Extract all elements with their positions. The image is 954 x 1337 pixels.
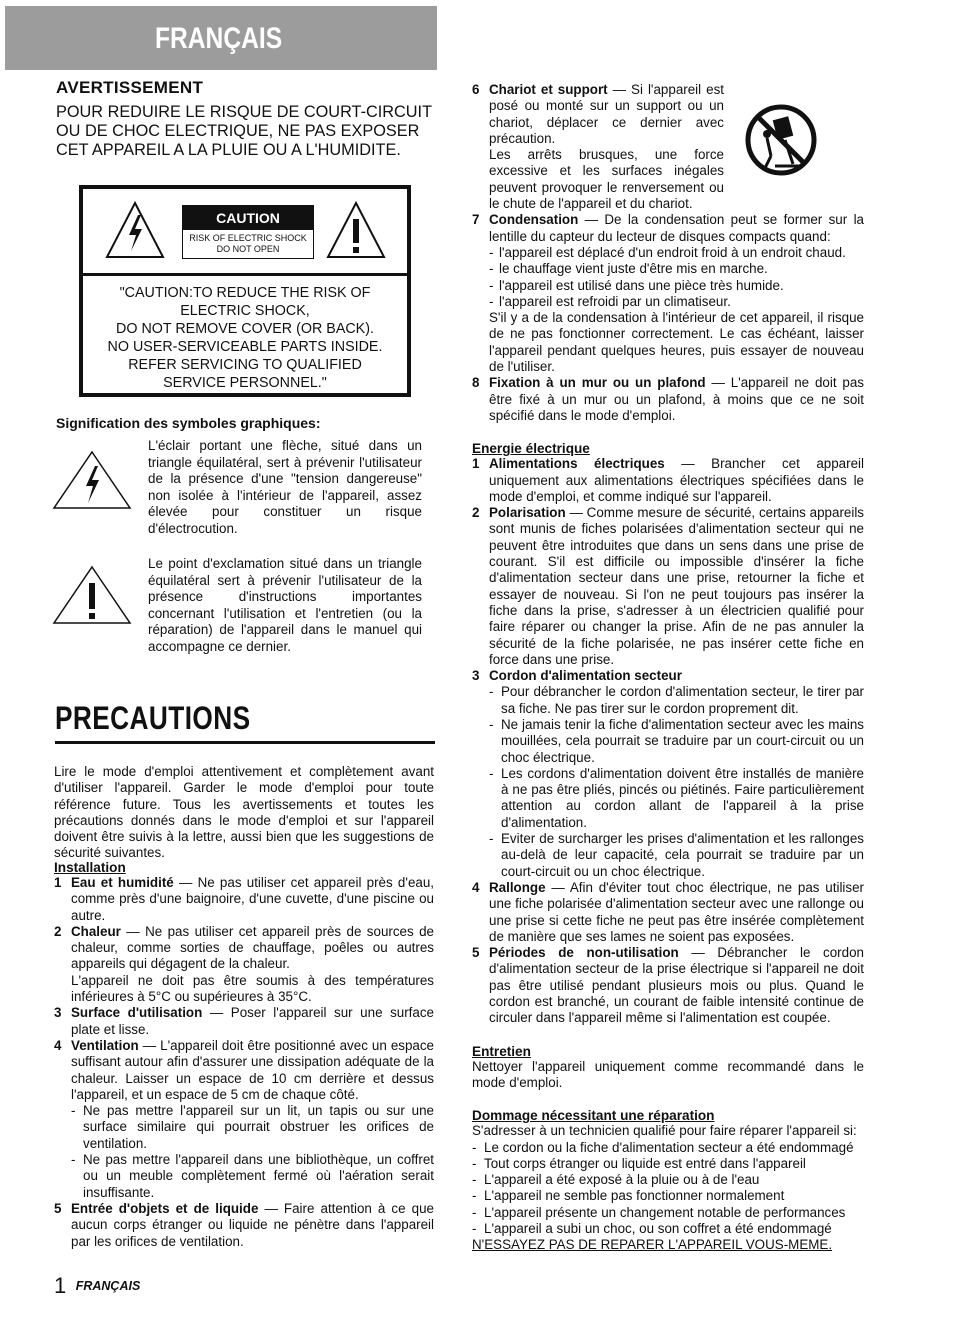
banner-title: FRANÇAIS	[155, 22, 283, 55]
item-title: Chariot et support	[489, 82, 608, 97]
dommage-heading: Dommage nécessitant une réparation	[472, 1108, 715, 1124]
item-number: 1	[472, 456, 480, 472]
sub-text: Le cordon ou la fiche d'alimentation secteur a été endommagé	[484, 1139, 854, 1155]
installation-item	[54, 1201, 434, 1250]
dommage-final: N'ESSAYEZ PAS DE REPARER L'APPAREIL VOUS-MEME.	[472, 1237, 833, 1253]
item-title: Alimentations électriques	[489, 456, 665, 472]
caution-text-line: SERVICE PERSONNEL."	[163, 375, 327, 391]
caution-label-line1: RISK OF ELECTRIC SHOCK	[189, 233, 307, 243]
item-title: Polarisation	[489, 505, 566, 521]
caution-label-title: CAUTION	[183, 206, 313, 230]
item-text: — Poser l'appareil sur une surface plate et lisse.	[71, 1005, 434, 1037]
avertissement-title: AVERTISSEMENT	[56, 78, 204, 97]
installation-item	[472, 82, 724, 212]
item-text: — L'appareil ne doit pas être fixé à un mur ou un plafond, à moins que ce ne soit spécifié dans le mode d'emploi.	[489, 375, 865, 423]
language-banner	[5, 6, 437, 70]
footer-label: FRANÇAIS	[75, 1279, 141, 1293]
item-text: — Comme mesure de sécurité, certains appareils sont munis de fiches polarisées d'alimentation secteur qui ne peuvent être introduites que dans un sens dans une prise de courant. S'il est difficile ou impossible d'insérer la fiche d'alimentation secteur dans une prise, retourner la fiche et essayer de nouveau. Si l'on ne peut toujours pas insérer la fiche dans la prise, s'adresser à un électricien qualifié pour faire réparer ou changer la prise. Afin de ne pas annuler la sécurité de la fiche polarisée, ne pas insérer cette fiche en force dans une prise.	[489, 505, 864, 667]
sub-text: L'appareil a subi un choc, ou son coffret a été endommagé	[484, 1221, 832, 1236]
caution-label	[182, 205, 314, 259]
installation-item	[54, 924, 434, 1005]
item-number: 7	[472, 212, 480, 228]
item-number: 6	[472, 82, 480, 97]
energie-item	[472, 456, 864, 505]
caution-label-line2: DO NOT OPEN	[216, 244, 280, 254]
energie-item	[472, 945, 864, 1026]
item-sub: - Pour débrancher le cordon d'alimentation secteur, le tirer par sa fiche. Ne pas tirer sur le cordon proprement dit.	[489, 684, 864, 716]
sub-text: Eviter de surcharger les prises d'alimentation et les rallonges au-delà de leur capacité, cela pourrait se traduire par un court-circuit ou un choc électrique.	[501, 831, 864, 879]
dommage-intro: S'adresser à un technicien qualifié pour faire réparer l'appareil si:	[472, 1123, 857, 1139]
item-number: 8	[472, 375, 480, 391]
precautions-intro: Lire le mode d'emploi attentivement et complètement avant d'utiliser l'appareil. Garder le mode d'emploi pour toute référence future. Tous les avertissements et toutes les précautions donnés dans le mode d'emploi et sur l'appareil doivent être suivis à la lettre, aussi bien que les suggestions de sécurité suivantes.	[54, 764, 434, 861]
right-column	[472, 82, 864, 1254]
item-title: Entrée d'objets et de liquide	[71, 1200, 259, 1216]
item-text: — Si l'appareil est posé ou monté sur un support ou un chariot, déplacer ce dernier avec précaution.	[489, 82, 724, 146]
item-after: S'il y a de la condensation à l'intérieur de cet appareil, il risque de ne pas fonctionner correctement. Le cas échéant, laisser l'appareil pendant quelques heures, puis essayer de nouveau de l'utiliser.	[489, 310, 864, 375]
item-title: Ventilation	[71, 1037, 139, 1053]
caution-text	[83, 284, 407, 392]
item-title: Surface d'utilisation	[71, 1005, 203, 1021]
item-number: 3	[472, 668, 480, 684]
exclamation-triangle-icon	[52, 565, 132, 625]
item-number: 5	[472, 945, 480, 961]
item-text: — Ne pas utiliser cet appareil près de sources de chaleur, comme sorties de chauffage, poêles ou autres appareils qui dégagent de la chaleur.	[71, 923, 434, 972]
dommage-item: - L'appareil présente un changement notable de performances	[472, 1204, 846, 1220]
item-title: Chaleur	[71, 923, 121, 939]
energie-heading: Energie électrique	[472, 441, 590, 457]
dommage-item: - L'appareil ne semble pas fonctionner normalement	[472, 1188, 785, 1204]
installation-section	[54, 860, 434, 1250]
item-title: Cordon d'alimentation secteur	[489, 668, 682, 684]
caution-text-line: REFER SERVICING TO QUALIFIED	[128, 357, 362, 373]
item-text: — De la condensation peut se former sur la lentille du capteur du lecteur de disques compacts quand:	[489, 212, 864, 244]
item-title: Eau et humidité	[71, 875, 174, 890]
item-text: — Brancher cet appareil uniquement aux alimentations électriques spécifiées dans le mode d'emploi, et comme indiqué sur l'appareil.	[489, 456, 864, 504]
energie-item	[472, 505, 864, 668]
item-title: Condensation	[489, 212, 579, 228]
item-extra: Les arrêts brusques, une force excessive et les surfaces inégales peuvent provoquer le renversement ou le chute de l'appareil et du chariot.	[489, 147, 724, 212]
installation-heading: Installation	[54, 860, 126, 875]
installation-item	[54, 1038, 434, 1201]
sub-text: l'appareil est déplacé d'un endroit froid à un endroit chaud.	[499, 244, 846, 260]
caution-text-line: ELECTRIC SHOCK,	[180, 303, 310, 319]
item-number: 2	[54, 923, 62, 939]
caution-text-line: DO NOT REMOVE COVER (OR BACK).	[116, 321, 374, 337]
sub-text: L'appareil présente un changement notable de performances	[484, 1204, 846, 1220]
dommage-item: - L'appareil a subi un choc, ou son coffret a été endommagé	[472, 1221, 832, 1236]
sub-text: Ne pas mettre l'appareil dans une bibliothèque, un coffret ou un meuble complètement fermé où l'aération serait insuffisante.	[83, 1152, 434, 1200]
exclamation-triangle-icon	[326, 201, 386, 259]
installation-item	[472, 212, 864, 375]
precautions-title: PRECAUTIONS	[55, 700, 251, 736]
installation-item	[472, 375, 864, 424]
item-sub: - Les cordons d'alimentation doivent être installés de manière à ne pas être pliés, pincés ou piétinés. Faire particulièrement attention au cordon allant de l'appareil à la prise d'alimentation.	[489, 765, 864, 830]
item-text: — Faire attention à ce que aucun corps étranger ou liquide ne pénètre dans l'appareil par les orifices de ventilation.	[71, 1200, 434, 1249]
item-text: — Afin d'éviter tout choc électrique, ne pas utiliser une fiche polarisée d'alimentation secteur avec une rallonge ou une prise si cette fiche ne peut pas être insérée complètement de manière que ses lames ne soient pas exposées.	[489, 879, 864, 944]
page-footer	[54, 1273, 140, 1299]
installation-item	[54, 1005, 434, 1038]
item-sub: - Ne pas mettre l'appareil dans une bibliothèque, un coffret ou un meuble complètement fermé où l'aération serait insuffisante.	[71, 1152, 434, 1200]
entretien-text: Nettoyer l'appareil uniquement comme recommandé dans le mode d'emploi.	[472, 1058, 864, 1090]
entretien-heading: Entretien	[472, 1043, 531, 1059]
sub-text: Les cordons d'alimentation doivent être installés de manière à ne pas être pliés, pincés ou piétinés. Faire particulièrement attention au cordon allant de l'appareil à la prise d'alimentation.	[501, 765, 864, 830]
item-title: Périodes de non-utilisation	[489, 945, 679, 961]
lightning-triangle-icon	[105, 201, 165, 259]
item-number: 3	[54, 1005, 62, 1021]
item-number: 4	[472, 879, 480, 895]
sub-text: Tout corps étranger ou liquide est entré dans l'appareil	[484, 1155, 806, 1171]
avertissement-section	[53, 78, 435, 160]
lightning-triangle-icon	[52, 450, 132, 510]
dommage-item: - Le cordon ou la fiche d'alimentation secteur a été endommagé	[472, 1139, 854, 1155]
item-sub: - l'appareil est utilisé dans une pièce très humide.	[489, 277, 784, 293]
item-sub: - Ne pas mettre l'appareil sur un lit, un tapis ou sur une surface similaire qui pourrait obstruer les orifices de ventilation.	[71, 1103, 434, 1151]
page-number: 1	[54, 1273, 67, 1298]
item-sub: - l'appareil est déplacé d'un endroit froid à un endroit chaud.	[489, 244, 846, 260]
item-text: — Débrancher le cordon d'alimentation secteur de la prise électrique si l'appareil ne doit pas être utilisé pendant plusieurs mois ou plus. Quand le cordon est branché, un courant de faible intensité continue de circuler dans l'appareil même si l'alimentation est coupée.	[489, 945, 864, 1026]
dommage-item: - L'appareil a été exposé à la pluie ou à de l'eau	[472, 1172, 760, 1188]
sub-text: l'appareil est refroidi par un climatiseur.	[499, 293, 731, 309]
caution-text-line: "CAUTION:TO REDUCE THE RISK OF	[119, 285, 371, 301]
lightning-description: L'éclair portant une flèche, situé dans un triangle équilatéral, sert à prévenir l'utilisateur de la présence d'une "tension dangereuse" non isolée à l'intérieur de l'appareil, assez élevée pour constituer un risque d'électrocution.	[148, 438, 422, 536]
item-sub: - Ne jamais tenir la fiche d'alimentation secteur avec les mains mouillées, cela pourrait se traduire par un court-circuit ou un choc électrique.	[489, 716, 864, 765]
item-title: Fixation à un mur ou un plafond	[489, 375, 706, 391]
item-number: 5	[54, 1200, 62, 1216]
sub-text: L'appareil a été exposé à la pluie ou à de l'eau	[484, 1172, 760, 1188]
sub-text: l'appareil est utilisé dans une pièce très humide.	[499, 277, 784, 293]
sub-text: Ne pas mettre l'appareil sur un lit, un tapis ou sur une surface similaire qui pourrait obstruer les orifices de ventilation.	[83, 1103, 434, 1151]
item-sub: - l'appareil est refroidi par un climatiseur.	[489, 293, 731, 309]
caution-text-line: NO USER-SERVICEABLE PARTS INSIDE.	[107, 339, 383, 355]
item-number: 2	[472, 505, 480, 521]
sub-text: le chauffage vient juste d'être mis en marche.	[499, 261, 768, 277]
exclamation-description: Le point d'exclamation situé dans un triangle équilatéral sert à prévenir l'utilisateur de la présence d'instructions importantes concernant l'utilisation et l'entretien (ou la réparation) de l'appareil dans le manuel qui accompagne ce dernier.	[148, 556, 422, 654]
caution-box	[79, 185, 411, 397]
sub-text: Pour débrancher le cordon d'alimentation secteur, le tirer par sa fiche. Ne pas tirer sur le cordon proprement dit.	[501, 684, 864, 716]
item-number: 1	[54, 875, 62, 890]
dommage-item: - Tout corps étranger ou liquide est entré dans l'appareil	[472, 1155, 806, 1171]
avertissement-warning: POUR REDUIRE LE RISQUE DE COURT-CIRCUIT OU DE CHOC ELECTRIQUE, NE PAS EXPOSER CET APPAREIL A LA PLUIE OU A L'HUMIDITE.	[56, 103, 432, 159]
item-text: — Ne pas utiliser cet appareil près d'eau, comme près d'une baignoire, d'une cuvette, d'une piscine ou autre.	[71, 875, 434, 923]
item-sub: - Eviter de surcharger les prises d'alimentation et les rallonges au-delà de leur capacité, cela pourrait se traduire par un court-circuit ou un choc électrique.	[489, 831, 864, 879]
symbols-heading: Signification des symboles graphiques:	[56, 415, 321, 431]
item-sub: - le chauffage vient juste d'être mis en marche.	[489, 261, 768, 277]
energie-item	[472, 880, 864, 945]
energie-item	[472, 668, 864, 880]
item-extra: L'appareil ne doit pas être soumis à des températures inférieures à 5°C ou supérieures à 35°C.	[71, 972, 434, 1005]
item-text: — L'appareil doit être positionné avec un espace suffisant autour afin d'assurer une dissipation adéquate de la chaleur. Laisser un espace de 10 cm derrière et dessus l'appareil, et un espace de 5 cm de chaque côté.	[71, 1037, 434, 1102]
item-title: Rallonge	[489, 879, 546, 895]
caution-box-top	[83, 189, 407, 276]
sub-text: Ne jamais tenir la fiche d'alimentation secteur avec les mains mouillées, cela pourrait se traduire par un court-circuit ou un choc électrique.	[501, 716, 864, 765]
installation-item	[54, 875, 434, 924]
item-number: 4	[54, 1037, 62, 1053]
precautions-rule	[55, 741, 435, 744]
sub-text: L'appareil ne semble pas fonctionner normalement	[484, 1188, 785, 1204]
